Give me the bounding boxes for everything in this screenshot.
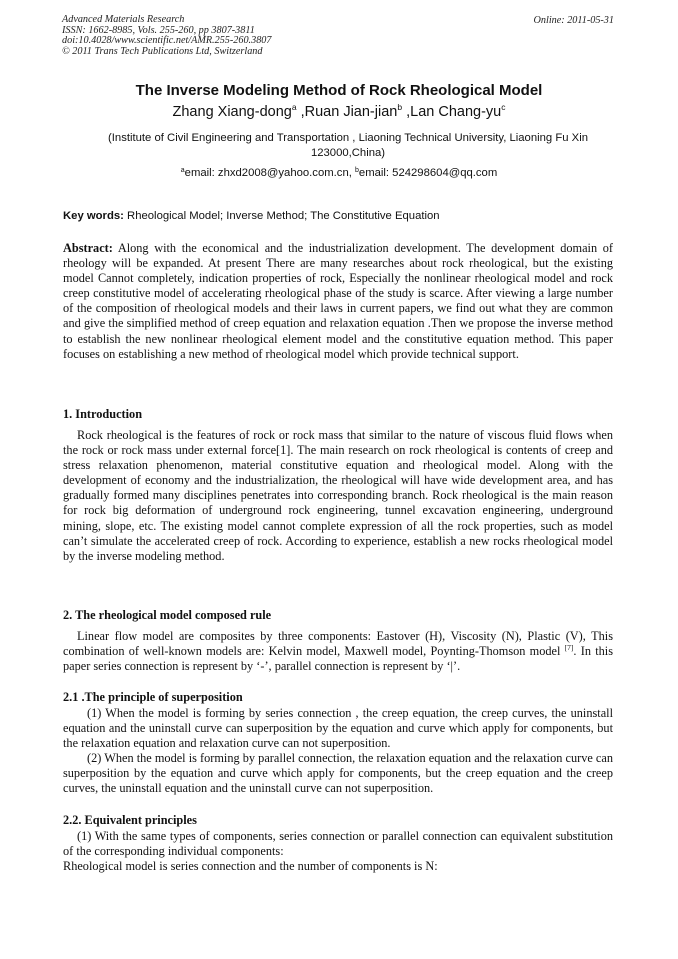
composed-rule-paragraph [63,629,613,674]
paper-title: The Inverse Modeling Method of Rock Rheological Model [135,82,543,99]
author-name: ,Lan Chang-yu [406,104,502,120]
superposition-paragraph-2: (2) When the model is forming by parallel connection, the relaxation equation and the relaxation curve can superposition by the equation and curve which apply for components, but the creep equation and the creep curves, the uninstall equation and the uninstall curve can not superposition. [63,751,613,796]
abstract-label: Abstract: [63,241,113,255]
author-sup: b [397,102,403,112]
copyright-line: © 2011 Trans Tech Publications Ltd, Switzerland [62,45,263,57]
author-emails [0,167,678,179]
composed-rule-text: Linear flow model are composites by three components: Eastover (H), Viscosity (N), Plastic (V), This combination of well-known models are: Kelvin model, Maxwell model, Poynting-Thomson model [63,629,613,659]
composed-rule-text-cont: . In this paper series connection is represent by ‘-’, parallel connection is represent by ‘|’. [63,644,613,674]
superposition-body [63,706,613,797]
author-sup: a [291,102,297,112]
email-b: email: 524298604@qq.com [358,167,498,179]
equivalent-paragraph-1: (1) With the same types of components, series connection or parallel connection can equivalent substitution of the corresponding individual components: [63,829,613,859]
equivalent-paragraph-2: Rheological model is series connection and the number of components is N: [63,859,438,874]
journal-header [62,15,271,57]
author-sup: c [501,102,506,112]
journal-name: Advanced Materials Research [62,14,185,25]
equivalent-body [63,829,613,874]
abstract [63,241,613,362]
online-date: Online: 2011-05-31 [533,15,614,26]
author-name: Zhang Xiang-dong [172,104,292,120]
introduction-body [63,428,613,564]
issn-line: ISSN: 1662-8985, Vols. 255-260, pp 3807-3811 [62,24,255,36]
keywords-label: Key words: [63,210,124,222]
keywords-text: Rheological Model; Inverse Method; The Constitutive Equation [127,210,440,222]
author-list [0,104,678,120]
composed-rule-body [63,629,613,674]
keywords [63,210,440,222]
introduction-paragraph: Rock rheological is the features of rock or rock mass that similar to the nature of viscous fluid flows when the rock or rock mass under external force[1]. The main research on rock rheological is contents of creep and stress relaxation phenomenon, material constitutive equation and rheological model. Along with the development of economy and the industrialization, the rheological will have wide development area, and has gradually formed many disciplines penetrates into corresponding branch. Rock rheological is the main reason for rock big deformation of underground rock engineering, tunnel excavation engineering, underground mining, slope, etc. The existing model cannot complete expression of all the rock properties, such as model can’t simulate the accelerated creep of rock. According to experience, establish a new rocks rheological model by the inverse modeling method. [63,428,613,563]
email-sup: b [355,167,359,174]
email-a: email: zhxd2008@yahoo.com.cn, [184,167,352,179]
author-name: ,Ruan Jian-jian [300,104,398,120]
section-heading-superposition: 2.1 .The principle of superposition [63,690,243,704]
doi-line: doi:10.4028/www.scientific.net/AMR.255-260.3807 [62,35,272,47]
section-heading-equivalent: 2.2. Equivalent principles [63,813,197,827]
email-sup: a [180,167,185,174]
superposition-paragraph-1: (1) When the model is forming by series connection , the creep equation, the creep curves, the uninstall equation and the uninstall curve can superposition by the equation and curve which apply for components, but the relaxation equation and relaxation curve can not superposition. [63,706,613,751]
citation-ref: [7] [564,643,574,653]
section-heading-introduction: 1. Introduction [63,407,143,421]
abstract-text: Along with the economical and the industrialization development. The development domain of rheology will be expanded. At present There are many researches about rock rheological, but the existing model Cannot completely, indication properties of rock, Especially the nonlinear rheological model and rock creep constitutive model of accelerating rheological phase of the study is scarce. After viewing a large number of the composition of rheological models and their laws in current papers, we find out what they are common and give the simplified method of creep equation and relaxation equation .Then we propose the inverse method to establish the new nonlinear rheological element model and the constitutive equation method. This paper focuses on establishing a new method of rheological model which provide technical support. [63,241,613,361]
affiliation: (Institute of Civil Engineering and Transportation , Liaoning Technical University, Liaoning Fu Xin 123000,China) [108,132,588,159]
section-heading-composed-rule: 2. The rheological model composed rule [63,608,272,622]
